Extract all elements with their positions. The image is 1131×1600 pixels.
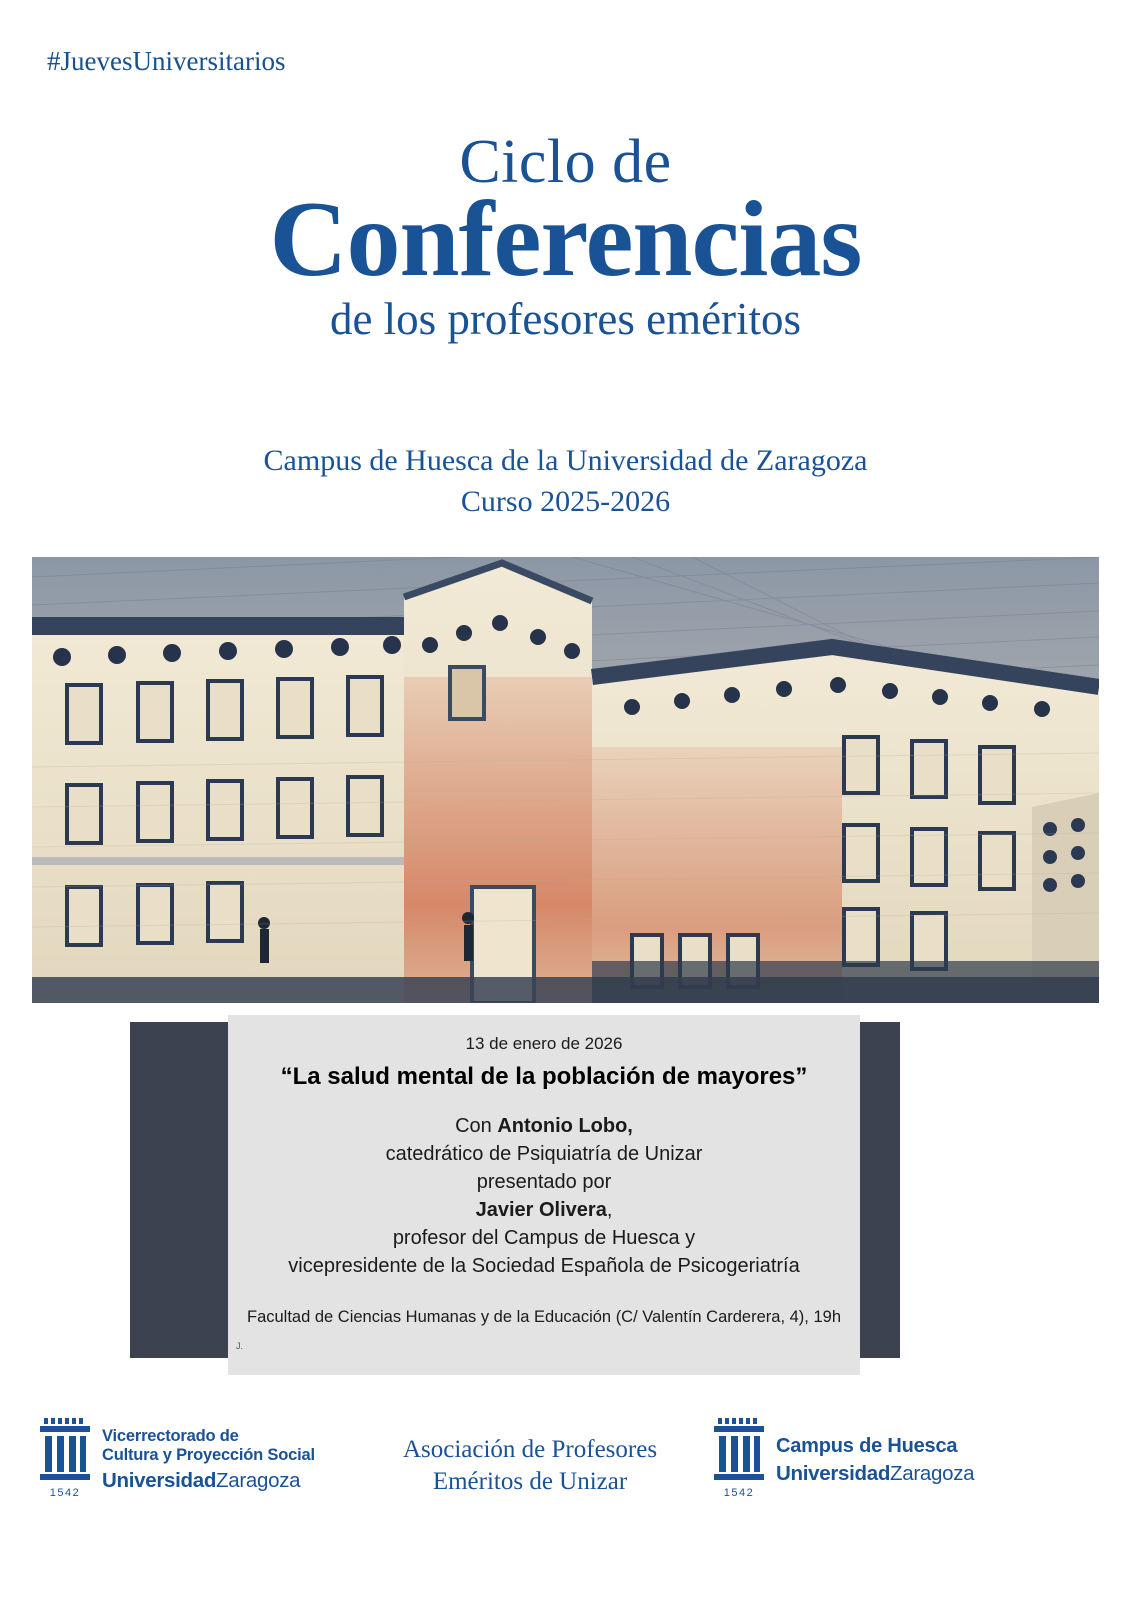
speaker-name: Antonio Lobo,: [497, 1115, 633, 1137]
title-line-3: de los profesores eméritos: [329, 294, 802, 344]
title-line-1: Ciclo de: [459, 128, 672, 196]
unizar-brand-light-right: Zaragoza: [890, 1461, 975, 1485]
unizar-brand-bold-right: Universidad: [776, 1461, 891, 1485]
presented-by-label: presentado por: [476, 1171, 612, 1193]
unizar-brand-light-left: Zaragoza: [216, 1468, 301, 1492]
presenter-comma: ,: [606, 1199, 613, 1221]
unizar-brand-left: [102, 1470, 315, 1492]
tiny-note: J.: [236, 1341, 244, 1351]
footer-logos: [0, 1414, 1131, 1544]
title-line-2: Conferencias: [269, 180, 862, 299]
unizar-brand-right: [776, 1463, 974, 1485]
event-venue: Facultad de Ciencias Humanas y de la Educación (C/ Valentín Carderera, 4), 19h: [246, 1308, 841, 1326]
subtitle-line-1: Campus de Huesca de la Universidad de Zaragoza: [263, 444, 868, 477]
unizar-brand-bold-left: Universidad: [102, 1468, 217, 1492]
event-talk-title: “La salud mental de la población de mayores”: [280, 1063, 808, 1090]
crest-year-right: 1542: [723, 1487, 755, 1499]
page-title: [0, 130, 1131, 344]
crest-year-left: 1542: [49, 1487, 81, 1499]
subtitle-line-2: Curso 2025-2026: [460, 485, 671, 518]
event-info-card: [228, 1015, 860, 1375]
asociacion-emeritos-logo: [385, 1434, 675, 1498]
logo-campus-huesca: [712, 1416, 974, 1502]
hashtag-label: #JuevesUniversitarios: [47, 46, 286, 76]
presenter-line: [228, 1196, 860, 1224]
speaker-role: catedrático de Psiquiatría de Unizar: [385, 1143, 703, 1165]
asociacion-line-2: Eméritos de Unizar: [432, 1468, 628, 1495]
presenter-role-line-2: vicepresidente de la Sociedad Española de Psicogeriatría: [288, 1255, 800, 1277]
speaker-intro-text: Con: [455, 1115, 498, 1137]
subtitle: [0, 440, 1131, 522]
building-illustration-svg: [32, 557, 1099, 1003]
vicerrectorado-line-2: Cultura y Proyección Social: [102, 1445, 315, 1464]
unizar-crest-icon-right: [712, 1416, 766, 1502]
asociacion-line-1: Asociación de Profesores: [402, 1436, 658, 1463]
speaker-line: [228, 1112, 860, 1140]
presenter-role-line-1: profesor del Campus de Huesca y: [392, 1227, 696, 1249]
logo-vicerrectorado: [38, 1416, 315, 1502]
campus-huesca-line-1: Campus de Huesca: [776, 1434, 958, 1457]
event-date: 13 de enero de 2026: [465, 1034, 623, 1053]
building-illustration: [32, 557, 1099, 1003]
unizar-crest-icon: [38, 1416, 92, 1502]
presenter-name: Javier Olivera: [475, 1199, 607, 1221]
vicerrectorado-line-1: Vicerrectorado de: [102, 1426, 239, 1445]
